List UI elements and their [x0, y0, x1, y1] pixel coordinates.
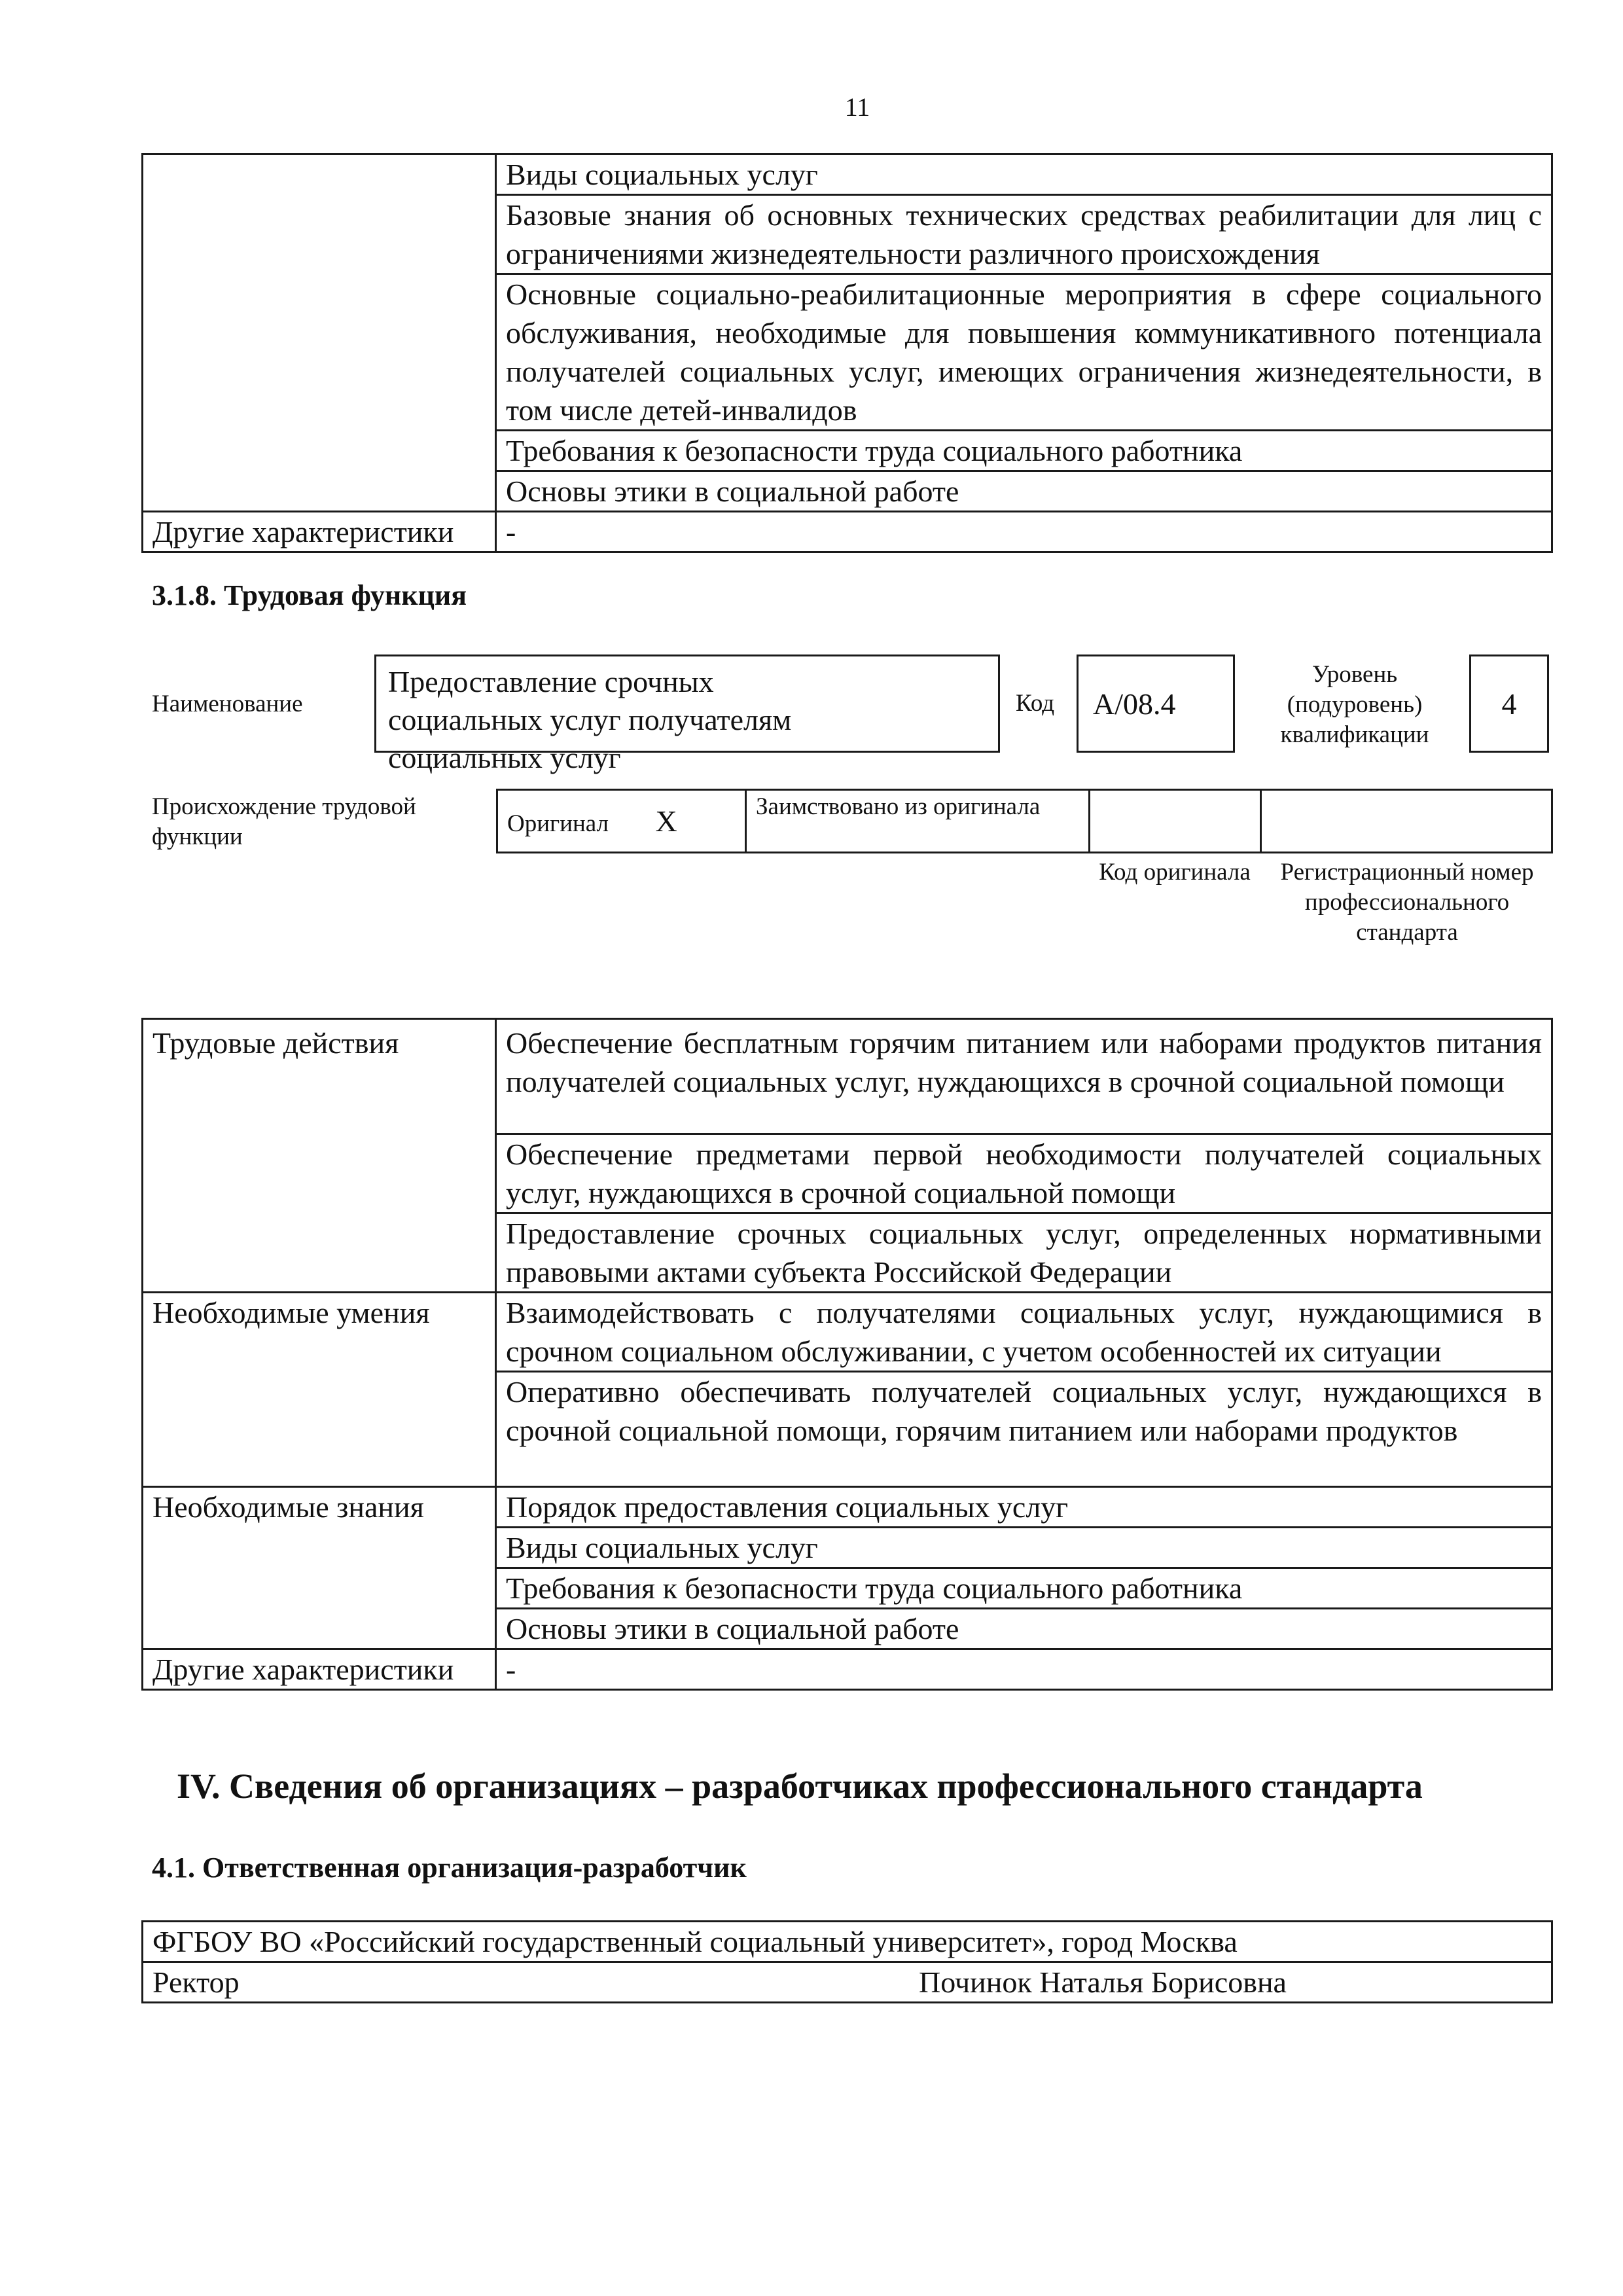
- code-value: А/08.4: [1093, 687, 1176, 721]
- person-name: Починок Наталья Борисовна: [919, 1965, 1287, 1999]
- table-row: [143, 1019, 1552, 1134]
- skill-item: Взаимодействовать с получателями социальных услуг, нуждающимися в срочном социальном обслуживании, с учетом особенностей их ситуации: [496, 1293, 1552, 1372]
- origin-label: Происхождение трудовой функции: [152, 793, 416, 850]
- table-cell: Базовые знания об основных технических средствах реабилитации для лиц с ограничениями жизнедеятельности различного происхождения: [496, 195, 1552, 274]
- table-cell: Основные социально-реабилитационные мероприятия в сфере социального обслуживания, необходимые для повышения коммуникативного потенциала получателей социальных услуг, имеющих ограничения жизнедеятельности, в том числе детей-инвалидов: [496, 274, 1552, 431]
- other-characteristics-label: Другие характеристики: [143, 512, 496, 552]
- table-cell: Требования к безопасности труда социального работника: [496, 431, 1552, 471]
- labor-action-item: Предоставление срочных социальных услуг, определенных нормативными правовыми актами субъекта Российской Федерации: [496, 1213, 1552, 1293]
- labor-actions-label: Трудовые действия: [143, 1019, 496, 1293]
- other-characteristics-value: -: [496, 1649, 1552, 1690]
- organization-name: ФГБОУ ВО «Российский государственный социальный университет», город Москва: [143, 1922, 1552, 1962]
- other-characteristics-label: Другие характеристики: [143, 1649, 496, 1690]
- skill-item: Оперативно обеспечивать получателей социальных услуг, нуждающихся в срочной социальной помощи, горячим питанием или наборами продуктов: [496, 1372, 1552, 1487]
- knowledge-item: Виды социальных услуг: [496, 1528, 1552, 1568]
- original-label: Оригинал: [507, 810, 609, 837]
- table-row: [143, 1962, 1552, 2003]
- knowledge-label: Необходимые знания: [143, 1487, 496, 1649]
- knowledge-item: Порядок предоставления социальных услуг: [496, 1487, 1552, 1528]
- section-41-heading: 4.1. Ответственная организация-разработчик: [152, 1852, 747, 1884]
- level-value: 4: [1501, 687, 1517, 721]
- table-row: [497, 790, 1552, 853]
- page-number: 11: [844, 92, 870, 122]
- code-label: Код: [1016, 690, 1055, 717]
- reg-number-cell: [1261, 790, 1552, 853]
- borrowed-cell: Заимствовано из оригинала: [746, 790, 1090, 853]
- table-row: [143, 154, 1552, 195]
- knowledge-item: Основы этики в социальной работе: [496, 1609, 1552, 1649]
- code-original-cell: [1090, 790, 1261, 853]
- labor-action-item: Обеспечение бесплатным горячим питанием или наборами продуктов питания получателей социальных услуг, нуждающихся в срочной социальной помощи: [496, 1019, 1552, 1134]
- other-characteristics-value: -: [496, 512, 1552, 552]
- table-row: [143, 512, 1552, 552]
- reg-number-caption: Регистрационный номер профессионального стандарта: [1280, 859, 1534, 946]
- position-label: Ректор: [152, 1965, 240, 1999]
- responsible-person-row: [143, 1962, 1552, 2003]
- table-row: [143, 1487, 1552, 1528]
- table-cell: Основы этики в социальной работе: [496, 471, 1552, 512]
- function-name-value: Предоставление срочных социальных услуг получателям социальных услуг: [388, 665, 792, 774]
- table-cell-empty: [143, 154, 496, 512]
- level-label: Уровень (подуровень) квалификации: [1280, 661, 1429, 748]
- origin-table: [496, 789, 1553, 853]
- original-cell: [497, 790, 746, 853]
- original-mark: X: [655, 804, 677, 838]
- table-row: [143, 1649, 1552, 1690]
- function-name-box: [374, 655, 1000, 774]
- table-row: [143, 1922, 1552, 1962]
- table-row: [143, 1293, 1552, 1372]
- code-box: [1077, 655, 1235, 753]
- developer-organization-table: [141, 1920, 1553, 2003]
- knowledge-item: Требования к безопасности труда социального работника: [496, 1568, 1552, 1609]
- skills-label: Необходимые умения: [143, 1293, 496, 1487]
- code-original-caption: Код оригинала: [1099, 859, 1251, 886]
- table-cell: Виды социальных услуг: [496, 154, 1552, 195]
- section-heading-318: 3.1.8. Трудовая функция: [152, 579, 467, 611]
- labor-function-table: [141, 1018, 1553, 1691]
- name-label: Наименование: [152, 691, 303, 717]
- knowledge-continuation-table: [141, 153, 1553, 553]
- labor-action-item: Обеспечение предметами первой необходимости получателей социальных услуг, нуждающихся в срочной социальной помощи: [496, 1134, 1552, 1213]
- level-box: [1469, 655, 1549, 753]
- section-iv-heading: IV. Сведения об организациях – разработчиках профессионального стандарта: [177, 1767, 1423, 1806]
